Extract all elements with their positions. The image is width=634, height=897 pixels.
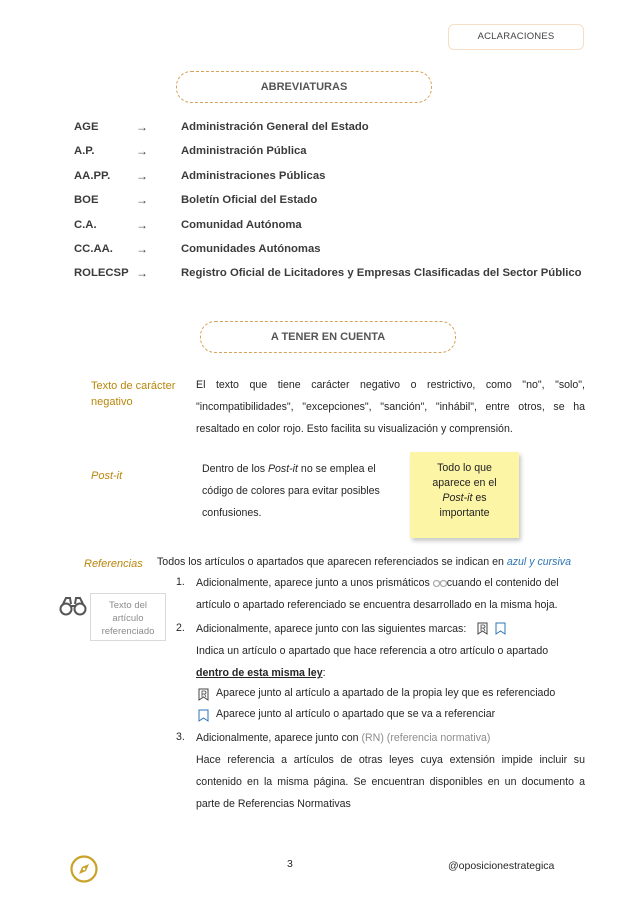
postit-line: código de colores para evitar posibles: [202, 485, 380, 497]
compass-logo-icon: [70, 855, 98, 883]
item3-text: Adicionalmente, aparece junto con: [196, 732, 362, 744]
abbr-meaning: Administración Pública: [181, 145, 307, 157]
references-intro-text: Todos los artículos o apartados que aparecen referenciados se indican en: [157, 556, 507, 568]
item1-line2: artículo o apartado referenciado se encuentra desarrollado en la misma hoja.: [196, 599, 558, 611]
notes-title: A TENER EN CUENTA: [200, 321, 456, 353]
postit-label: Post-it: [91, 470, 123, 482]
abbr-meaning: Registro Oficial de Licitadores y Empresas Clasificadas del Sector Público: [181, 267, 582, 279]
negative-label-line: Texto de carácter: [91, 380, 176, 392]
postit-note: [410, 452, 519, 538]
item3-line4: parte de Referencias Normativas: [196, 798, 351, 810]
postit-note-line: Post-it es: [442, 492, 487, 504]
item3-rn-label: (RN) (referencia normativa): [361, 732, 491, 744]
arrow-icon: →: [136, 193, 148, 207]
item3-line1: [196, 727, 585, 749]
abbr-meaning: Comunidades Autónomas: [181, 243, 321, 255]
referenced-bookmark-icon: [198, 688, 209, 701]
binoculars-icon: [58, 596, 88, 616]
negative-paragraph: [196, 374, 585, 440]
item2-line3: [196, 662, 585, 684]
arrow-icon: →: [136, 218, 148, 232]
arrow-icon: →: [136, 120, 148, 134]
item2-line2: Indica un artículo o apartado que hace referencia a otro artículo o apartado: [196, 645, 549, 657]
postit-line: confusiones.: [202, 507, 262, 519]
ref-box-line: Texto del: [108, 600, 148, 611]
reference-bookmark-icon: [198, 709, 209, 722]
item2-bullet2: Aparece junto al artículo o apartado que se va a referenciar: [216, 708, 496, 720]
abbr-key: CC.AA.: [74, 243, 113, 255]
abbr-key: A.P.: [74, 145, 95, 157]
item2-colon: :: [322, 667, 326, 679]
references-intro: [157, 556, 571, 568]
page-number: 3: [287, 858, 293, 870]
negative-label-line: negativo: [91, 396, 133, 408]
negative-line: "incompatibilidades", "excepciones", "sanción", "inhábil", entre otros, se ha: [196, 401, 585, 413]
negative-line: resaltado en color rojo. Esto facilita su visualización y comprensión.: [196, 423, 513, 435]
abbr-meaning: Comunidad Autónoma: [181, 219, 302, 231]
footer-handle: @oposicionestrategica: [448, 860, 555, 872]
arrow-icon: →: [136, 169, 148, 183]
item2-text: Adicionalmente, aparece junto con las siguientes marcas:: [196, 623, 467, 635]
postit-paragraph: [202, 458, 402, 524]
ref-box-line: artículo: [112, 613, 144, 624]
references-label: Referencias: [84, 558, 143, 570]
referenced-bookmark-icon: [477, 622, 488, 635]
item2-line1: [196, 618, 585, 640]
postit-line: Dentro de los Post-it no se emplea el: [202, 463, 376, 475]
abbr-key: C.A.: [74, 219, 97, 231]
abbr-meaning: Administraciones Públicas: [181, 170, 326, 182]
abbr-meaning: Administración General del Estado: [181, 121, 369, 133]
postit-note-line: Todo lo que: [437, 462, 492, 474]
arrow-icon: →: [136, 242, 148, 256]
postit-note-line: importante: [439, 507, 490, 519]
item3-line2: Hace referencia a artículos de otras leyes cuya extensión impide incluir su: [196, 754, 585, 766]
item-number: 2.: [176, 622, 185, 634]
postit-note-line: aparece en el: [432, 477, 497, 489]
references-intro-highlight: azul y cursiva: [506, 556, 572, 568]
item3-line3: contenido en la misma página. Se encuentran disponibles en un documento a: [196, 776, 585, 788]
item-number: 1.: [176, 576, 185, 588]
abbr-meaning: Boletín Oficial del Estado: [181, 194, 318, 206]
reference-bookmark-icon: [495, 622, 506, 635]
item-number: 3.: [176, 731, 185, 743]
arrow-icon: →: [136, 144, 148, 158]
item2-bullet1: Aparece junto al artículo a apartado de la propia ley que es referenciado: [216, 687, 556, 699]
item1-line1: [196, 572, 585, 594]
ref-box-line: referenciado: [101, 626, 155, 637]
negative-label: [91, 378, 175, 410]
item1-text: Adicionalmente, aparece junto a unos prismáticos: [196, 577, 433, 589]
abbreviations-title: ABREVIATURAS: [176, 71, 432, 103]
negative-line: El texto que tiene carácter negativo o restrictivo, como "no", "solo",: [196, 379, 585, 391]
abbr-key: AGE: [74, 121, 99, 133]
arrow-icon: →: [136, 266, 148, 280]
abbr-key: BOE: [74, 194, 99, 206]
abbr-key: ROLECSP: [74, 267, 129, 279]
abbr-key: AA.PP.: [74, 170, 111, 182]
header-tag: ACLARACIONES: [448, 24, 584, 50]
item1-text: cuando el contenido del: [446, 577, 559, 589]
referenced-article-box: [90, 593, 166, 641]
binoculars-icon: [433, 577, 447, 587]
item2-emphasis: dentro de esta misma ley: [196, 667, 323, 679]
